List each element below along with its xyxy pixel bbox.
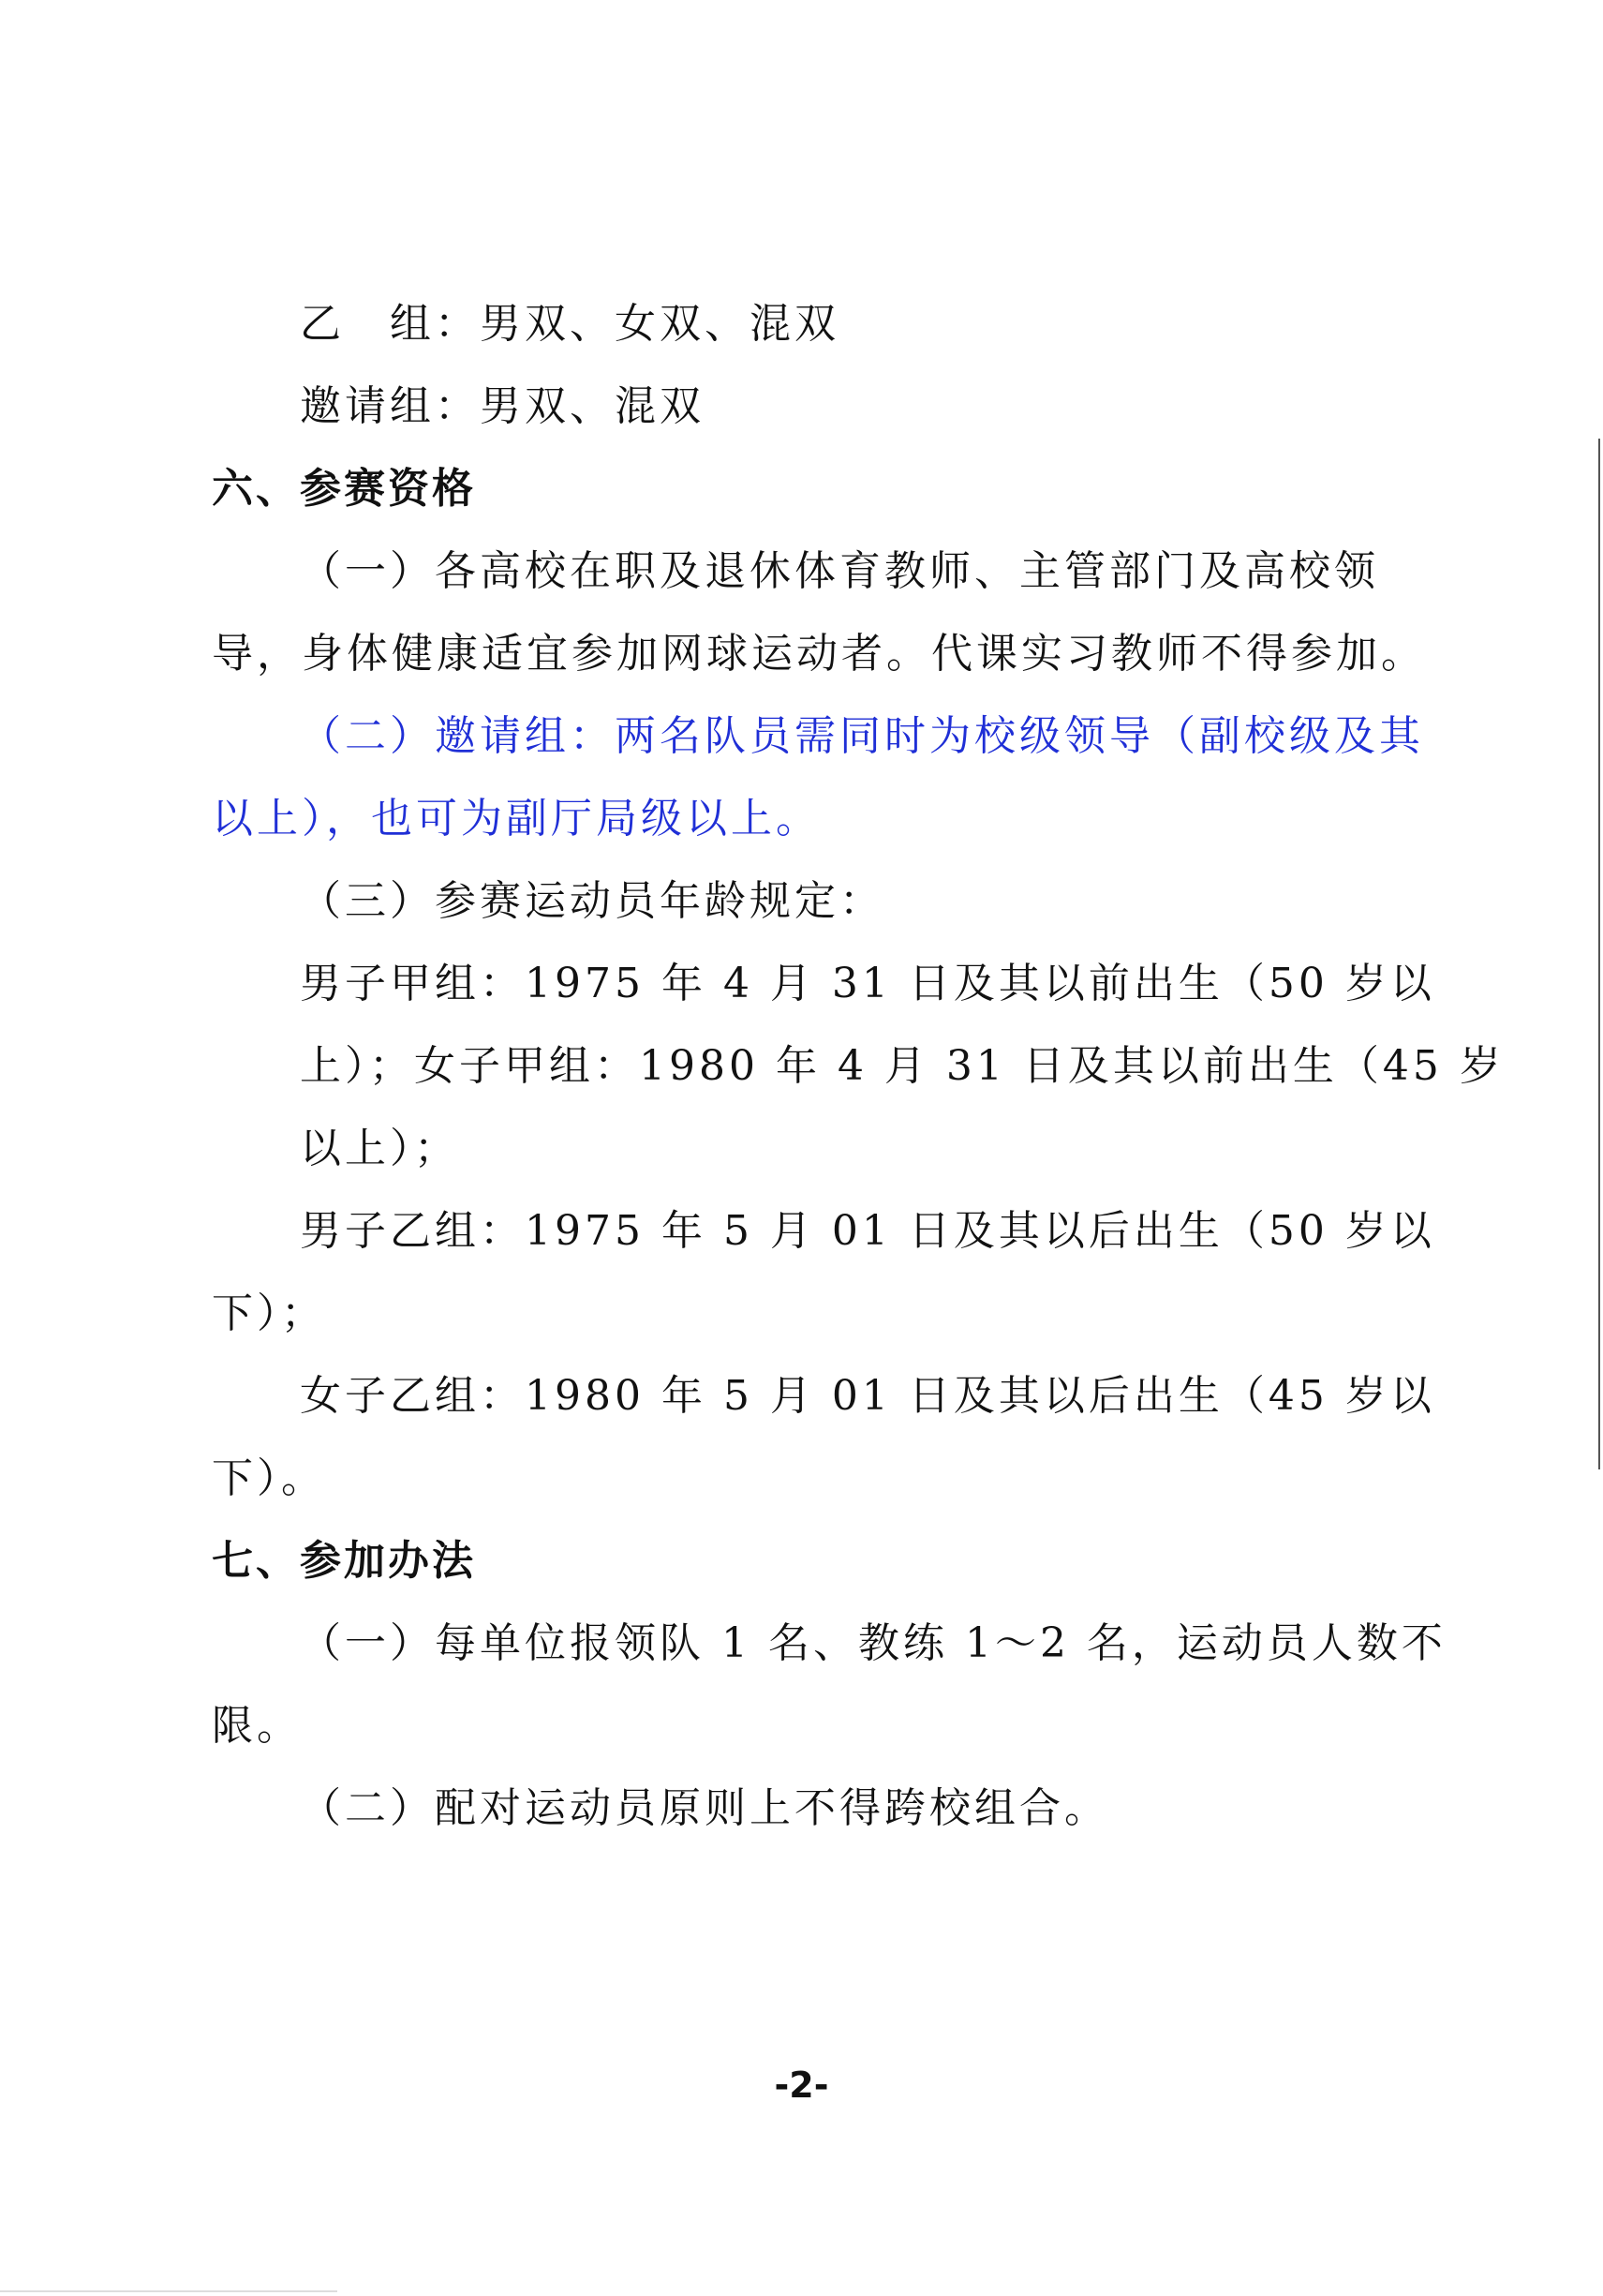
age-rule-line-2: 上）；女子甲组：1980 年 4 月 31 日及其以前出生（45 岁	[300, 1042, 1505, 1090]
age-rule-line-4: 男子乙组：1975 年 5 月 01 日及其以后出生（50 岁以	[300, 1207, 1435, 1255]
margin-rule	[1598, 439, 1600, 1469]
footer-rule	[0, 2290, 337, 2292]
age-rule-line-5: 下）；	[212, 1290, 326, 1337]
section-6-para-3: （三）参赛运动员年龄规定：	[300, 877, 884, 925]
section-6-para-1-line-2: 导，身体健康适宜参加网球运动者。代课实习教师不得参加。	[212, 630, 1426, 678]
age-rule-line-1: 男子甲组：1975 年 4 月 31 日及其以前出生（50 岁以	[300, 960, 1435, 1007]
age-rule-line-3: 以上）；	[300, 1125, 459, 1172]
section-7-heading: 七、参加办法	[212, 1537, 476, 1585]
page-number: -2-	[774, 2065, 829, 2106]
section-6-para-2-line-1: （二）邀请组：两名队员需同时为校级领导（副校级及其	[300, 712, 1424, 760]
section-6-para-1-line-1: （一）各高校在职及退休体育教师、主管部门及高校领	[300, 547, 1379, 595]
section-6-heading: 六、参赛资格	[212, 465, 476, 513]
age-rule-line-6: 女子乙组：1980 年 5 月 01 日及其以后出生（45 岁以	[300, 1372, 1435, 1420]
section-7-para-1-line-2: 限。	[212, 1702, 302, 1750]
event-invitational: 邀请组：男双、混双	[300, 382, 705, 430]
section-7-para-1-line-1: （一）每单位报领队 1 名、教练 1～2 名，运动员人数不	[300, 1619, 1447, 1667]
section-7-para-2: （二）配对运动员原则上不得跨校组合。	[300, 1784, 1109, 1832]
age-rule-line-7: 下）。	[212, 1454, 326, 1502]
event-group-b: 乙 组：男双、女双、混双	[300, 300, 839, 348]
section-6-para-2-line-2: 以上），也可为副厅局级以上。	[212, 795, 821, 842]
